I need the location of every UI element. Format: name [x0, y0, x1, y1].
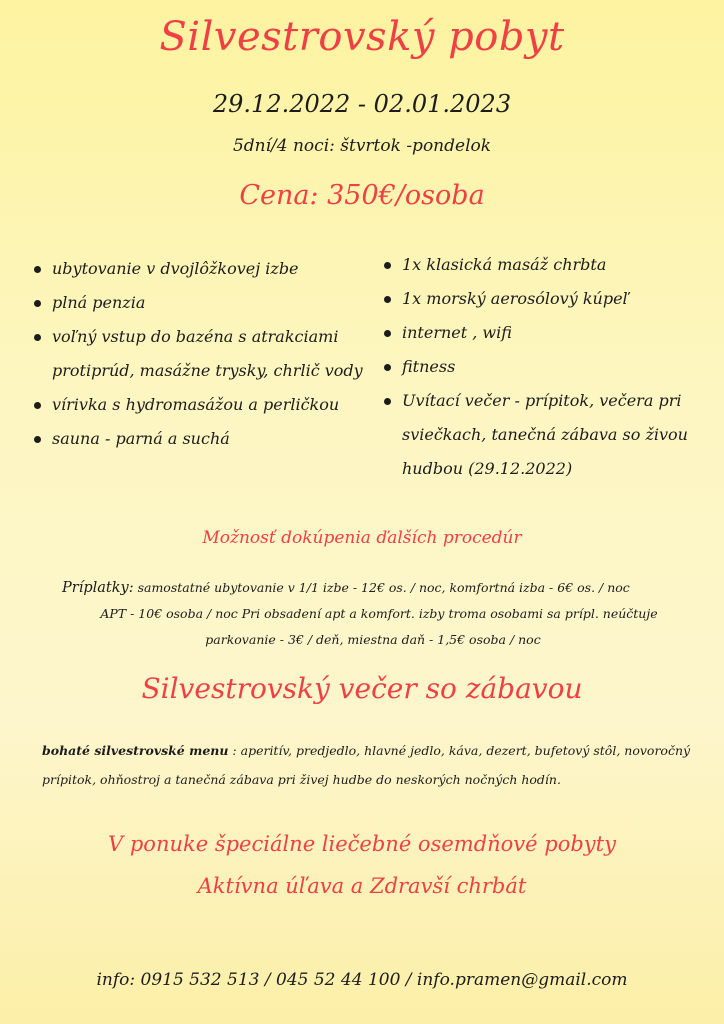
included-list-right: [384, 248, 704, 486]
surcharges-line-1: [62, 575, 702, 601]
surcharges-line-3: parkovanie - 3€ / deň, miestna daň - 1,5€ osoba / noc: [205, 632, 541, 647]
list-item: ubytovanie v dvojlôžkovej izbe: [34, 252, 370, 286]
list-item: sauna - parná a suchá: [34, 422, 370, 456]
evening-menu: [42, 736, 712, 794]
evening-heading: Silvestrovský večer so zábavou: [141, 672, 583, 705]
menu-text: : aperitív, predjedlo, hlavné jedlo, káva, dezert, bufetový stôl, novoročný prípitok, ohňostroj a tanečná zábava pri živej hudbe do neskorých nočných hodín.: [42, 743, 691, 787]
stay-dates: 29.12.2022 - 02.01.2023: [212, 90, 512, 118]
list-item: voľný vstup do bazéna s atrakciami protiprúd, masážne trysky, chrlič vody: [34, 320, 370, 388]
stay-duration: 5dní/4 noci: štvrtok -pondelok: [232, 136, 492, 156]
surcharges-line-2: APT - 10€ osoba / noc Pri obsadení apt a komfort. izby troma osobami sa prípl. neúčtuje: [100, 606, 658, 621]
list-item: 1x klasická masáž chrbta: [384, 248, 704, 282]
surcharges-text-1: samostatné ubytovanie v 1/1 izbe - 12€ os. / noc, komfortná izba - 6€ os. / noc: [137, 580, 630, 595]
list-item: plná penzia: [34, 286, 370, 320]
list-item: vírivka s hydromasážou a perličkou: [34, 388, 370, 422]
price: Cena: 350€/osoba: [239, 180, 485, 211]
list-item: fitness: [384, 350, 704, 384]
menu-label: bohaté silvestrovské menu: [42, 743, 229, 758]
offer-line-1: V ponuke špeciálne liečebné osemdňové pobyty: [108, 832, 616, 856]
extras-heading: Možnosť dokúpenia ďalších procedúr: [202, 528, 522, 548]
list-item: internet , wifi: [384, 316, 704, 350]
list-item: 1x morský aerosólový kúpeľ: [384, 282, 704, 316]
list-item: Uvítací večer - prípitok, večera pri sviečkach, tanečná zábava so živou hudbou (29.12.2022): [384, 384, 704, 486]
contact-info: info: 0915 532 513 / 045 52 44 100 / info.pramen@gmail.com: [96, 970, 628, 990]
surcharges-label: Príplatky:: [62, 580, 134, 596]
offer-line-2: Aktívna úľava a Zdravší chrbát: [197, 874, 527, 898]
page-title: Silvestrovský pobyt: [159, 14, 565, 60]
included-list-left: [34, 252, 370, 456]
